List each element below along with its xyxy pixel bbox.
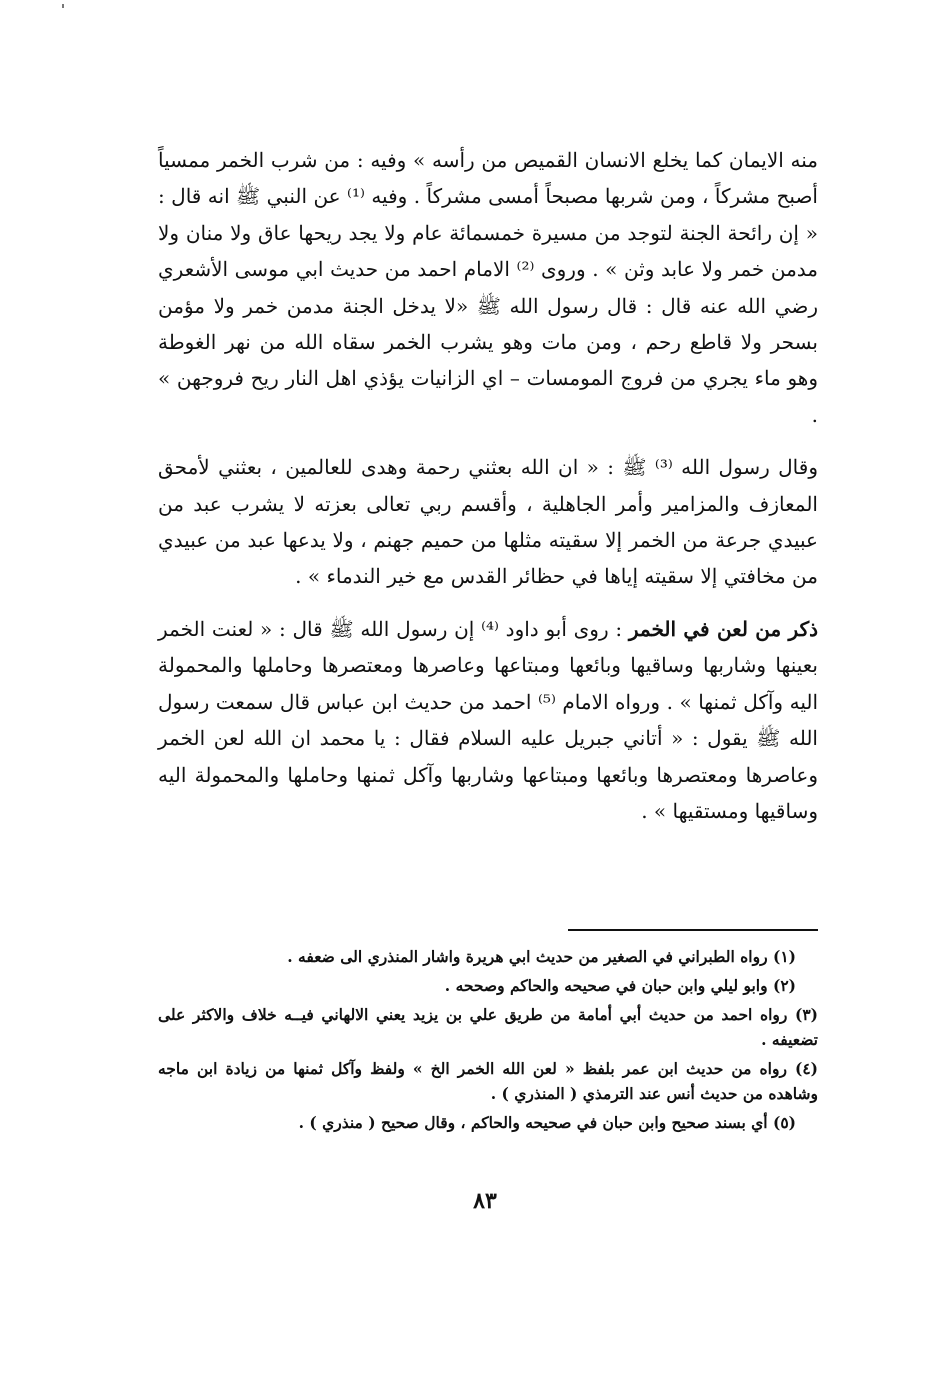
section-heading: ذكر من لعن في الخمر — [628, 616, 819, 641]
paragraph-3 — [158, 611, 818, 829]
footnote-3: (٣) رواه احمد من حديث أبي أمامة من طريق علي بن يزيد يعني الالهاني فيــه خلاف والاكثر على تضعيفه . — [158, 1005, 818, 1049]
footnotes — [158, 944, 818, 1139]
footnote-divider — [568, 929, 818, 931]
footnote-2: (٢) وابو ليلي وابن حبان في صحيحه والحاكم وصححه . — [444, 976, 796, 995]
footnote-1: (١) رواه الطبراني في الصغير من حديث ابي هريرة واشار المنذري الى ضعفه . — [287, 947, 796, 966]
footnote-5: (٥) أي بسند صحيح وابن حبان في صحيحه والحاكم ، وقال صحيح ( منذري ) . — [298, 1113, 796, 1132]
footnote-4: (٤) رواه من حديث ابن عمر بلفظ « لعن الله الخمر الخ » ولفظ وآكل ثمنها من زيادة ابن ماجه وشاهده من حديث أنس عند الترمذي ( المنذري ) . — [158, 1059, 818, 1103]
main-text — [158, 142, 818, 829]
scan-mark — [62, 4, 64, 8]
paragraph-1: منه الايمان كما يخلع الانسان القميص من رأسه » وفيه : من شرب الخمر ممسياً أصبح مشركاً ، ومن شربها مصبحاً أمسى مشركاً . وفيه ⁽¹⁾ عن النبي ﷺ انه قال : « إن رائحة الجنة لتوجد من مسيرة خمسمائة عام ولا يجد ريحها عاق ولا منان ولا مدمن خمر ولا عابد وثن » . وروى ⁽²⁾ الامام احمد من حديث ابي موسى الأشعري رضي الله عنه قال : قال رسول الله ﷺ «لا يدخل الجنة مدمن خمر ولا مؤمن بسحر ولا قاطع رحم ، ومن مات وهو يشرب الخمر سقاه الله من نهر الغوطة وهو ماء يجري من فروج المومسات – اي الزانيات يؤذي اهل النار ريح فروجهن » . — [158, 148, 818, 427]
paragraph-2: وقال رسول الله ⁽³⁾ ﷺ : « ان الله بعثني رحمة وهدى للعالمين ، بعثني لأمحق المعازف والمزامير وأمر الجاهلية ، وأقسم ربي تعالى بعزته لا يشرب عبد من عبيدي جرعة من الخمر إلا سقيته مثلها من حميم جهنم ، ولا يدعها عبد من عبيدي من مخافتي إلا سقيته إياها في حظائر القدس مع خير الندماء » . — [158, 455, 818, 589]
section-text: : روى أبو داود ⁽⁴⁾ إن رسول الله ﷺ قال : « لعنت الخمر بعينها وشاربها وساقيها وبائعها ومبتاعها وعاصرها ومعتصرها وحاملها والمحمولة اليه وآكل ثمنها » . ورواه الامام ⁽⁵⁾ احمد من حديث ابن عباس قال سمعت رسول الله ﷺ يقول : « أتاني جبريل عليه السلام فقال : يا محمد ان الله لعن الخمر وعاصرها ومعتصرها وبائعها ومبتاعها وشاربها وآكل ثمنها وحاملها والمحمولة اليه وساقيها ومستقيها » . — [158, 616, 818, 823]
page-number: ٨٣ — [473, 1188, 497, 1214]
